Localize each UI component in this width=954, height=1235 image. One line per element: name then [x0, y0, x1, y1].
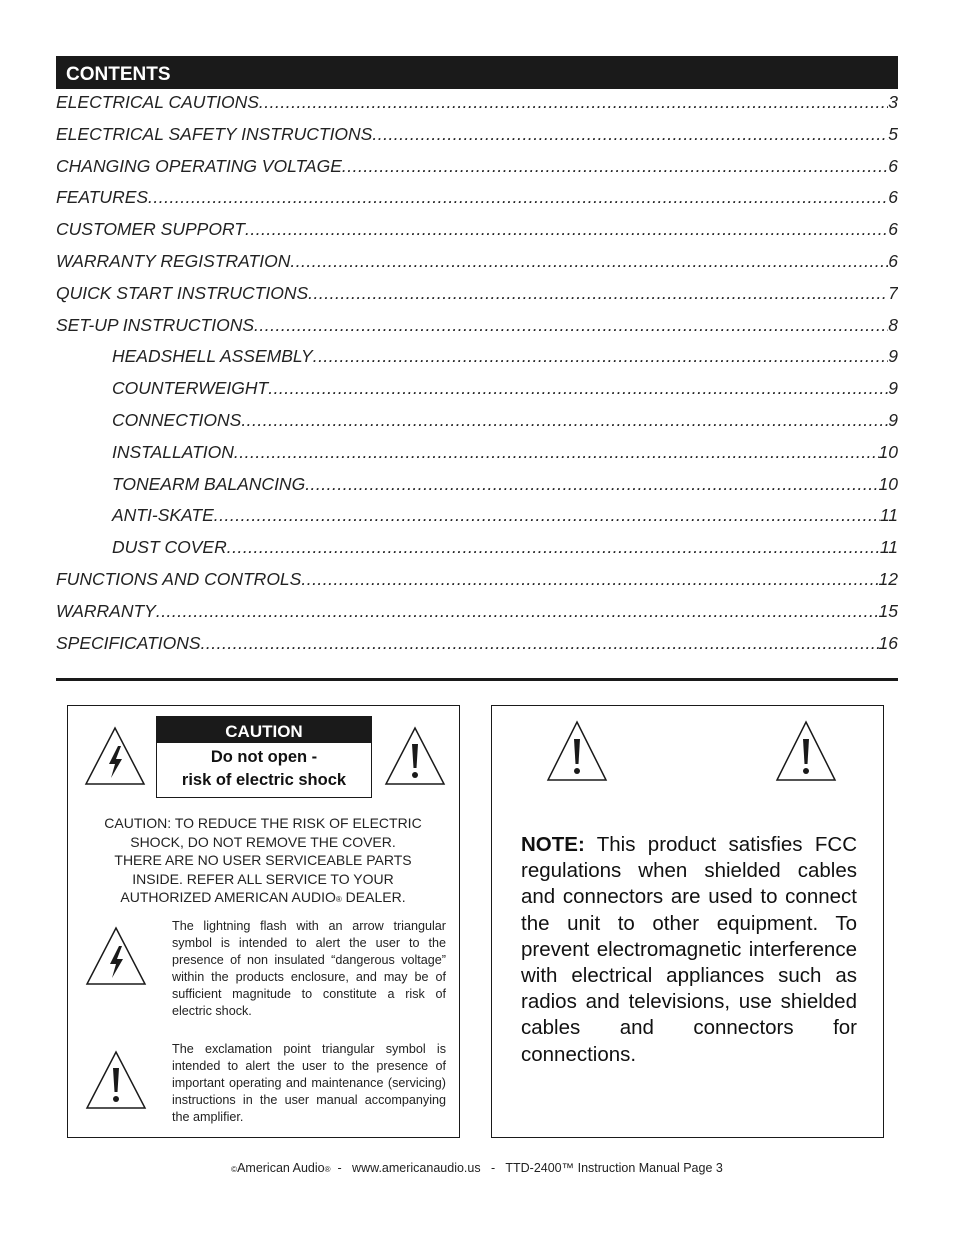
toc-entry-title: COUNTERWEIGHT [112, 378, 269, 399]
toc-entry-page: 11 [879, 505, 898, 526]
toc-leader-dots [241, 410, 888, 431]
toc-entry-page: 9 [888, 346, 898, 367]
lightning-symbol-icon [85, 926, 147, 986]
toc-entry-page: 10 [878, 473, 898, 494]
toc-leader-dots [245, 219, 888, 240]
toc-entry-title: FEATURES [56, 187, 149, 208]
exclamation-symbol-description: The exclamation point triangular symbol is intended to alert the user to the presence of important operating and maintenance (servicing) instructions in the user manual accompanying the amplifier. [172, 1042, 446, 1124]
toc-leader-dots [254, 315, 888, 336]
toc-entry-title: CHANGING OPERATING VOLTAGE [56, 155, 342, 176]
toc-entry-title: FUNCTIONS AND CONTROLS [56, 568, 302, 589]
toc-entry [56, 410, 898, 442]
toc-entry-page: 12 [878, 568, 898, 589]
toc-entry-page: 7 [888, 282, 898, 303]
table-of-contents [56, 92, 898, 664]
note-label: NOTE: [521, 833, 585, 856]
toc-entry-page: 8 [888, 314, 898, 335]
toc-entry-page: 16 [878, 632, 898, 653]
exclamation-warning-icon-left [546, 720, 608, 782]
toc-entry-page: 11 [879, 537, 898, 558]
toc-entry-title: CUSTOMER SUPPORT [56, 219, 245, 240]
fcc-note-text: NOTE: This product satisfies FCC regulations when shielded cables and connectors are used to connect the unit to other equipment. To prevent electromagnetic interference with electrical appliances such as radios and televisions, use shielded cables and connectors for connections. [521, 833, 857, 1066]
toc-entry [56, 187, 898, 219]
toc-entry [56, 601, 898, 633]
toc-entry-page: 9 [888, 378, 898, 399]
lightning-symbol-description: The lightning flash with an arrow triangular symbol is intended to alert the user to the presence of non insulated “dangerous voltage” within the products enclosure, and may be of sufficient magnitude to constitute a risk of electric shock. [172, 919, 446, 1018]
toc-leader-dots [227, 537, 880, 558]
toc-entry [56, 633, 898, 665]
toc-entry [56, 156, 898, 188]
toc-entry-page: 6 [888, 155, 898, 176]
toc-entry [56, 537, 898, 569]
toc-entry [56, 315, 898, 347]
toc-entry [56, 505, 898, 537]
toc-entry [56, 442, 898, 474]
toc-entry-title: WARRANTY [56, 600, 156, 621]
toc-entry [56, 569, 898, 601]
toc-entry [56, 124, 898, 156]
toc-entry-page: 6 [888, 187, 898, 208]
toc-leader-dots [305, 474, 878, 495]
toc-entry-title: SET-UP INSTRUCTIONS [56, 314, 255, 335]
toc-entry-title: TONEARM BALANCING [112, 473, 306, 494]
toc-leader-dots [234, 442, 879, 463]
caution-label-title: CAUTION [157, 717, 371, 743]
lightning-warning-icon [84, 726, 146, 786]
caution-label [156, 716, 372, 798]
toc-entry [56, 378, 898, 410]
toc-leader-dots [214, 505, 880, 526]
toc-entry-page: 5 [888, 123, 898, 144]
toc-entry-title: ELECTRICAL SAFETY INSTRUCTIONS [56, 123, 373, 144]
toc-entry [56, 92, 898, 124]
toc-entry-title: HEADSHELL ASSEMBLY [112, 346, 313, 367]
toc-entry [56, 219, 898, 251]
fcc-note-box [491, 705, 884, 1138]
toc-entry-page: 6 [888, 250, 898, 271]
page-footer: ©American Audio® - www.americanaudio.us - TTD-2400™ Instruction Manual Page 3 [231, 1161, 723, 1175]
toc-entry-title: WARRANTY REGISTRATION [56, 250, 291, 271]
toc-entry-title: INSTALLATION [112, 441, 234, 462]
toc-entry [56, 251, 898, 283]
toc-leader-dots [148, 187, 888, 208]
exclamation-warning-icon-right [775, 720, 837, 782]
section-divider [56, 678, 898, 681]
toc-entry-title: ANTI-SKATE [112, 505, 214, 526]
contents-heading: CONTENTS [56, 56, 898, 89]
toc-entry-title: SPECIFICATIONS [56, 632, 201, 653]
exclamation-warning-icon [384, 726, 446, 786]
toc-leader-dots [308, 283, 888, 304]
toc-entry [56, 474, 898, 506]
toc-entry-title: QUICK START INSTRUCTIONS [56, 282, 309, 303]
toc-leader-dots [301, 569, 878, 590]
caution-label-text: Do not open - risk of electric shock [181, 748, 347, 789]
toc-entry-page: 10 [878, 441, 898, 462]
toc-leader-dots [313, 346, 889, 367]
toc-entry-title: CONNECTIONS [112, 409, 242, 430]
toc-entry-page: 9 [888, 409, 898, 430]
toc-entry-title: ELECTRICAL CAUTIONS [56, 92, 259, 112]
toc-entry-page: 6 [888, 219, 898, 240]
toc-entry-page: 3 [888, 92, 898, 112]
exclamation-symbol-icon [85, 1050, 147, 1110]
toc-leader-dots [290, 251, 888, 272]
toc-leader-dots [342, 156, 888, 177]
toc-entry [56, 283, 898, 315]
toc-leader-dots [268, 378, 888, 399]
toc-leader-dots [372, 124, 888, 145]
caution-warning-text: CAUTION: TO REDUCE THE RISK OF ELECTRIC SHOCK, DO NOT REMOVE THE COVER. THERE ARE NO USER SERVICEABLE PARTS INSIDE. REFER ALL SERVICE TO YOUR AUTHORIZED AMERICAN AUDIO® DEALER. [104, 815, 422, 905]
toc-entry [56, 346, 898, 378]
toc-leader-dots [156, 601, 879, 622]
toc-entry-title: DUST COVER [112, 537, 227, 558]
toc-leader-dots [259, 92, 888, 113]
toc-leader-dots [201, 633, 879, 654]
caution-box [67, 705, 460, 1138]
toc-entry-page: 15 [878, 600, 898, 621]
